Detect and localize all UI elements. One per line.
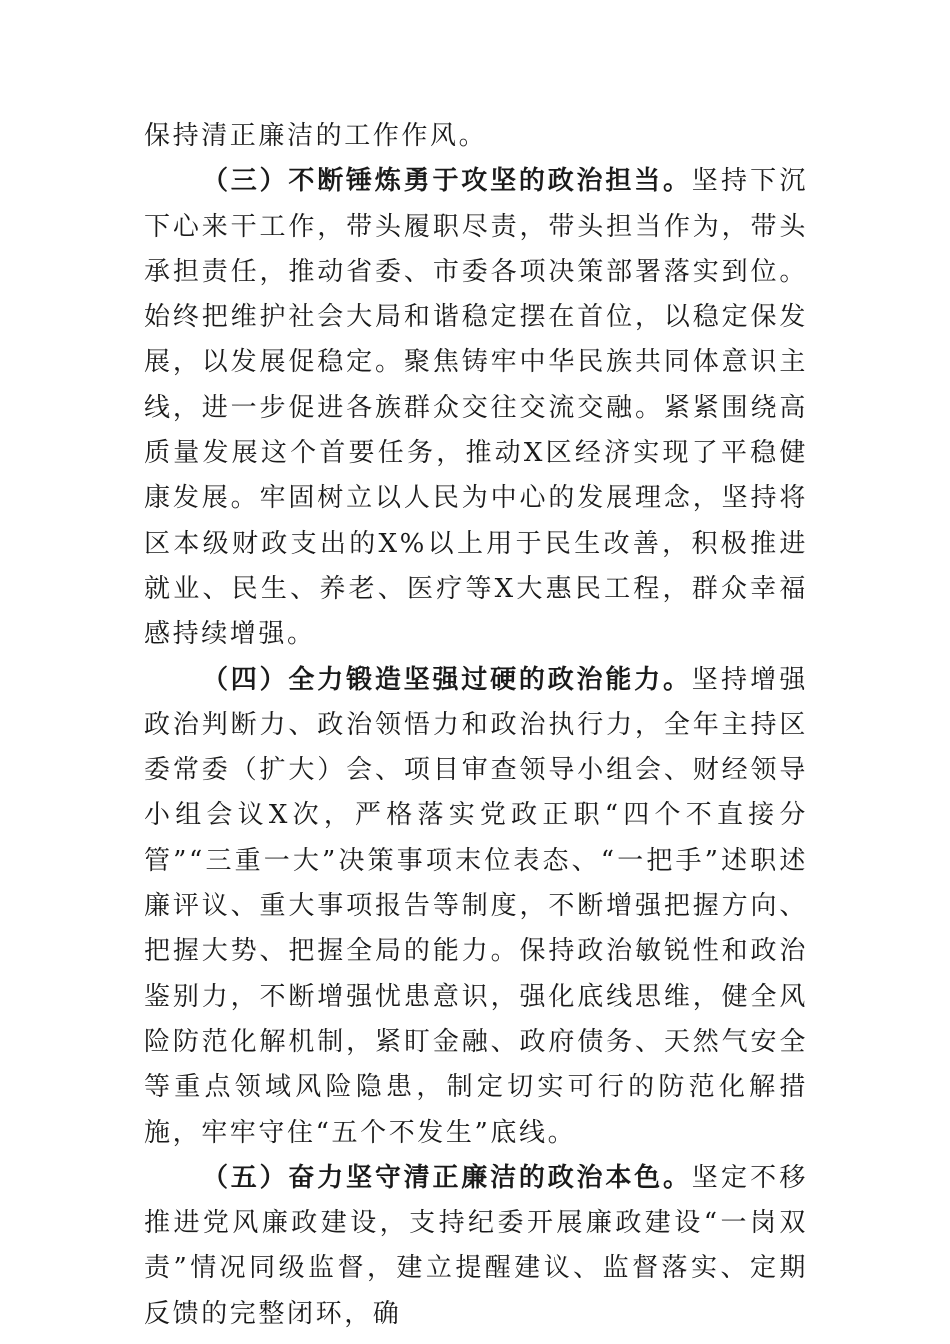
paragraph-section-5 (144, 1156, 808, 1337)
document-page (144, 114, 808, 1337)
paragraph-body: 坚定不移推进党风廉政建设，支持纪委开展廉政建设“一岗双责”情况同级监督，建立提醒建议、监督落实、定期反馈的完整闭环，确 (144, 1162, 808, 1329)
paragraph-body: 坚持增强政治判断力、政治领悟力和政治执行力，全年主持区委常委（扩大）会、项目审查领导小组会、财经领导小组会议X次，严格落实党政正职“四个不直接分管”“三重一大”决策事项末位表态、“一把手”述职述廉评议、重大事项报告等制度，不断增强把握方向、把握大势、把握全局的能力。保持政治敏锐性和政治鉴别力，不断增强忧患意识，强化底线思维，健全风险防范化解机制，紧盯金融、政府债务、天然气安全等重点领域风险隐患，制定切实可行的防范化解措施，牢牢守住“五个不发生”底线。 (144, 664, 808, 1148)
paragraph-section-3 (144, 159, 808, 657)
paragraph-continuation (144, 114, 808, 159)
section-heading-4: （四）全力锻造坚强过硬的政治能力。 (202, 664, 692, 695)
paragraph-body: 坚持下沉下心来干工作，带头履职尽责，带头担当作为，带头承担责任，推动省委、市委各项决策部署落实到位。始终把维护社会大局和谐稳定摆在首位，以稳定保发展，以发展促稳定。聚焦铸牢中华民族共同体意识主线，进一步促进各族群众交往交流交融。紧紧围绕高质量发展这个首要任务，推动X区经济实现了平稳健康发展。牢固树立以人民为中心的发展理念，坚持将区本级财政支出的X%以上用于民生改善，积极推进就业、民生、养老、医疗等X大惠民工程，群众幸福感持续增强。 (144, 166, 808, 650)
paragraph-section-4 (144, 658, 808, 1156)
section-heading-3: （三）不断锤炼勇于攻坚的政治担当。 (202, 166, 692, 197)
paragraph-body: 保持清正廉洁的工作作风。 (144, 121, 488, 151)
section-heading-5: （五）奋力坚守清正廉洁的政治本色。 (202, 1162, 692, 1193)
